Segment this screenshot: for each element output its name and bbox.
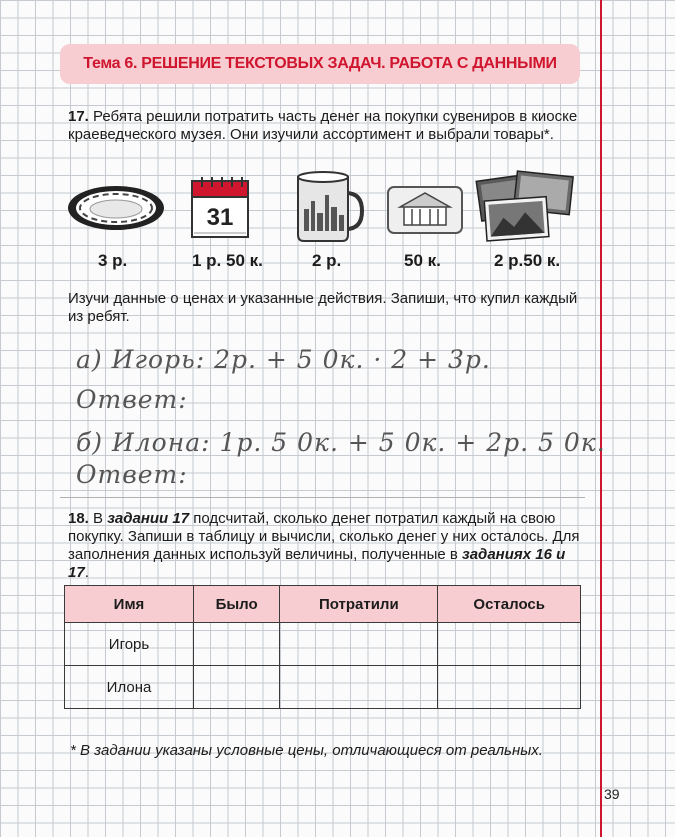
task-18-text (68, 510, 583, 582)
mug-icon (292, 169, 364, 248)
header-name: Имя (65, 586, 194, 623)
topic-banner (60, 44, 580, 84)
header-left: Осталось (438, 586, 581, 623)
header-had: Было (194, 586, 280, 623)
price-calendar: 1 р. 50 к. (192, 251, 263, 270)
handwriting-b: б) Илона: 1р. 5 0к. + 5 0к. + 2р. 5 0к. (76, 428, 606, 457)
souvenir-items (60, 165, 580, 275)
cell-left[interactable] (438, 623, 581, 666)
postcards-icon (474, 165, 574, 250)
handwriting-a-answer: Ответ: (76, 385, 188, 414)
magnet-icon (386, 185, 464, 240)
row-name: Илона (65, 666, 194, 709)
task-17-number: 17. (68, 108, 89, 125)
cell-left[interactable] (438, 666, 581, 709)
header-spent: Потратили (280, 586, 438, 623)
cell-had[interactable] (194, 623, 280, 666)
price-postcards: 2 р.50 к. (494, 251, 561, 270)
page-number: 39 (604, 786, 620, 802)
handwriting-a: а) Игорь: 2р. + 5 0к. · 2 + 3р. (76, 345, 491, 374)
task-18-ref1: задании 17 (107, 510, 190, 527)
handwriting-b-answer: Ответ: (76, 460, 188, 489)
table-header-row (65, 586, 581, 623)
row-name: Игорь (65, 623, 194, 666)
task-17-body: Ребята решили потратить часть денег на покупки сувениров в киоске краеведческого музея. Они изучили ассортимент и выбрали товары*. (68, 108, 578, 143)
footnote: * В задании указаны условные цены, отличающиеся от реальных. (70, 742, 543, 759)
task-18-number: 18. (68, 510, 89, 527)
price-mug: 2 р. (312, 251, 342, 270)
cell-had[interactable] (194, 666, 280, 709)
task-18-part1: В (93, 510, 108, 527)
task-18-part2: подсчитай, сколько денег потратил каждый на свою покупку. Запиши в таблицу и вычисли, сколько денег у них осталось. Для заполнения данных используй величины, полученные в (68, 510, 580, 563)
instruction-text: Изучи данные о ценах и указанные действия. Запиши, что купил каждый из ребят. (68, 290, 578, 325)
plate-icon (66, 183, 166, 238)
margin-line (600, 0, 602, 837)
task-18-ref2: заданиях 16 и 17 (68, 546, 566, 581)
cell-spent[interactable] (280, 666, 438, 709)
cell-spent[interactable] (280, 623, 438, 666)
topic-title: Тема 6. РЕШЕНИЕ ТЕКСТОВЫХ ЗАДАЧ. РАБОТА С ДАННЫМИ (83, 55, 557, 72)
task-18-part3: . (84, 564, 89, 581)
task-17-text (68, 108, 588, 144)
price-magnet: 50 к. (404, 251, 441, 270)
table-row (65, 623, 581, 666)
price-plate: 3 р. (98, 251, 128, 270)
section-divider (60, 497, 585, 498)
calendar-icon (188, 173, 252, 244)
calendar-day: 31 (206, 204, 234, 231)
table-row (65, 666, 581, 709)
results-table (64, 585, 581, 709)
